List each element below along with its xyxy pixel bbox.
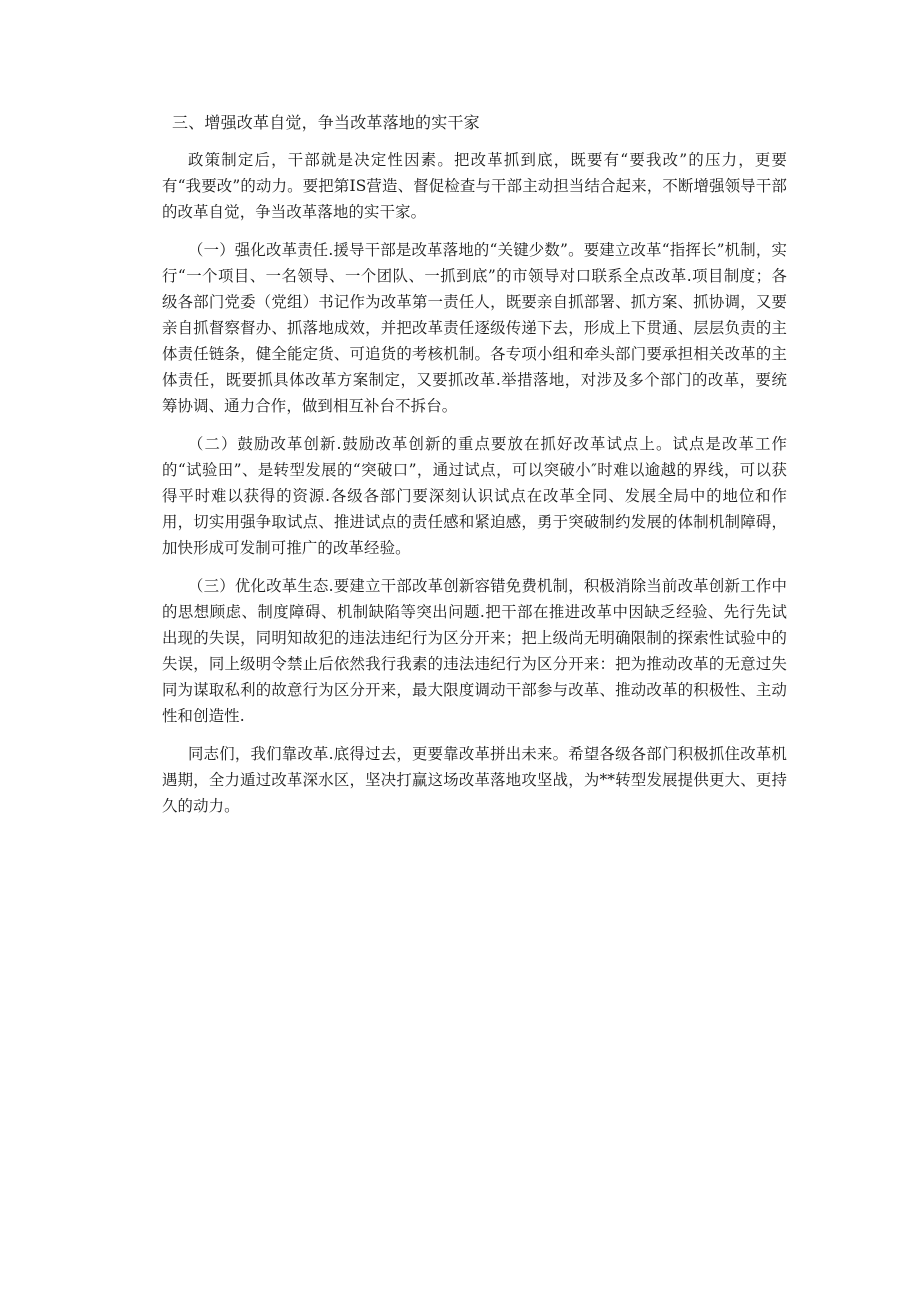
paragraph-closing: 同志们，我们靠改革.底得过去，更要靠改革拼出未来。希望各级各部门积极抓住改革机遇期，全力遁过改革深水区，坚决打赢这场改革落地攻坚战，为**转型发展提供更大、更持久的动力。 xyxy=(162,745,787,815)
section-heading: 三、增强改革自觉，争当改革落地的实干家 xyxy=(172,113,480,132)
document-body xyxy=(162,110,787,831)
paragraph-intro: 政策制定后，干部就是决定性因素。把改革抓到底，既要有“要我改”的压力，更要有“我要改”的动力。要把第IS营造、督促检查与干部主动担当结合起来，不断增强领导干部的改革自觉，争当改革落地的实干家。 xyxy=(162,151,787,221)
paragraph-responsibility: （一）强化改革责任.援导干部是改革落地的“关键少数”。要建立改革“指挥长”机制，实行“一个项目、一名领导、一个团队、一抓到底”的市领导对口联系全点改革.项目制度；各级各部门党委（党组）书记作为改革第一责任人，既要亲自抓部署、抓方案、抓协调，又要亲自抓督察督办、抓落地成效，并把改革责任逐级传递下去，形成上下贯通、层层负责的主体责任链条，健全能定货、可追货的考核机制。各专项小组和牵头部门要承担相关改革的主体责任，既要抓具体改革方案制定，又要抓改革.举措落地，对涉及多个部门的改革，要统筹协调、通力合作，做到相互补台不拆台。 xyxy=(162,241,787,415)
paragraph-innovation: （二）鼓励改革创新.鼓励改革创新的重点要放在抓好改革试点上。试点是改革工作的“试验田”、是转型发展的“突破口”，通过试点，可以突破小″时难以逾越的界线，可以获得平时难以获得的资源.各级各部门要深刻认识试点在改革全同、发展全局中的地位和作用，切实用强争取试点、推进试点的责任感和紧迫感，勇于突破制约发展的体制机制障碍，加快形成可发制可推广的改革经验。 xyxy=(162,435,787,557)
paragraph-ecology: （三）优化改革生态.要建立干部改革创新容错免费机制，积极消除当前改革创新工作中的思想顾虑、制度障碍、机制缺陷等突出问题.把干部在推进改革中因缺乏经验、先行先试出现的失误，同明知故犯的违法违纪行为区分开来；把上级尚无明确限制的探索性试验中的失误，同上级明令禁止后依然我行我素的违法违纪行为区分开来：把为推动改革的无意过失同为谋取私利的故意行为区分开来，最大限度调动干部参与改革、推动改革的积极性、主动性和创造性. xyxy=(162,577,787,725)
